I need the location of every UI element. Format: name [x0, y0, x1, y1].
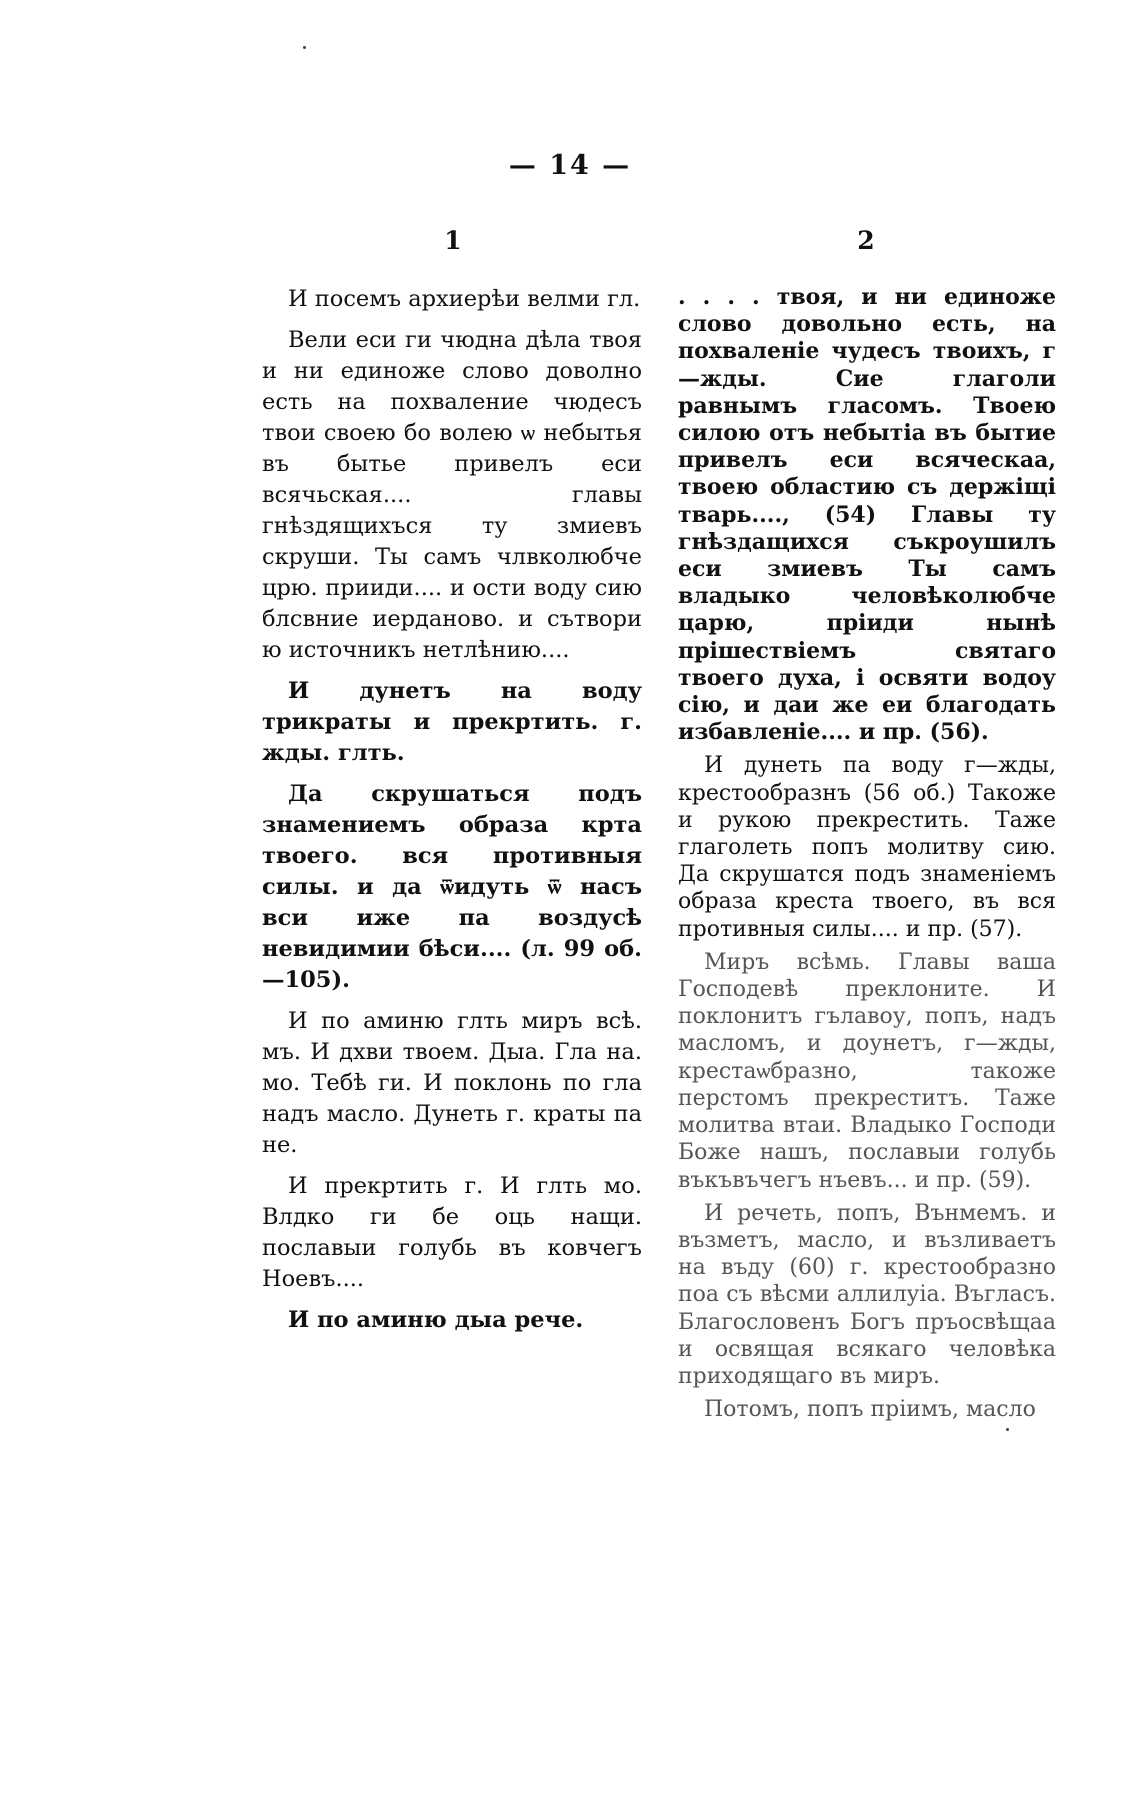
- column-1-paragraph: И посемъ архиерѣи велми гл.: [288, 286, 641, 312]
- column-1-paragraph: И по аминю дыа рече.: [288, 1307, 584, 1333]
- column-1-paragraph: Вели еси ги чюдна дѣла твоя и ни единоже слово доволно есть на похваление чюдесъ твои своею бо волею ѡ небытья въ бытье привелъ еси всячьская.... главы гнѣздящихъся ту змиевъ скруши. Ты самъ члвколюбче црю. прииди.... и ости воду сию блсвние иерданово. и сътвори ю источникъ нетлѣнию....: [262, 327, 642, 663]
- column-1-paragraph: Да скрушаться подъ знамениемъ образа крта твоего. вся противныя силы. и да ѿидуть ѿ насъ вси иже па воздусѣ невидимии бѣси.... (л. 99 об.—105).: [262, 781, 642, 993]
- print-speck: [1006, 1428, 1009, 1431]
- column-1-paragraph: И дунетъ на воду трикраты и прекртить. г. жды. глть.: [262, 678, 642, 766]
- column-2-text: [678, 284, 1056, 1423]
- page-number: — 14 —: [508, 150, 632, 181]
- column-2-paragraph: . . . . твоя, и ни единоже слово довольно есть, на похваленiе чудесъ твоихъ, г—жды. Сие глаголи равнымъ гласомъ. Твоею силою отъ небытiа въ бытие привелъ еси всяческаа, твоею областию съ держiщi тварь...., (54) Главы ту гнѣздащихся съкроушилъ еси змиевъ Ты самъ владыко человѣколюбче царю, прiиди нынѣ прiшествiемъ святаго твоего духа, i освяти водоу сiю, и даи же еи благодать избавленiе.... и пр. (56).: [678, 284, 1056, 746]
- column-1-heading: 1: [444, 226, 462, 255]
- column-2-paragraph: Потомъ, попъ прiимъ, масло: [704, 1397, 1036, 1423]
- column-1-text: [262, 284, 642, 1336]
- print-speck: [303, 46, 306, 49]
- column-2-heading: 2: [857, 226, 875, 255]
- column-2-paragraph: И речеть, попъ, Вънмемъ. и възметъ, масло, и възливаетъ на въду (60) г. крестообразно поа съ вѣсми аллилуiа. Въгласъ. Благословенъ Богъ пръосвѣщаа и освящая всякаго человѣка приходящаго въ миръ.: [678, 1200, 1056, 1389]
- column-1-paragraph: И по аминю глть миръ всѣ. мъ. И дхви твоем. Дыа. Гла на. мо. Тебѣ ги. И поклонь по гла надъ масло. Дунеть г. краты па не.: [262, 1008, 642, 1158]
- column-2-paragraph: И дунеть па воду г—жды, крестообразнъ (56 об.) Такоже и рукою прекрестить. Таже глаголеть попъ молитву сию. Да скрушатся подъ знаменiемъ образа креста твоего, въ вся противныя силы.... и пр. (57).: [678, 753, 1056, 942]
- column-1-paragraph: И прекртить г. И глть мо. Влдко ги бе оць нащи. пославыи голубь въ ковчегъ Ноевъ....: [262, 1173, 642, 1292]
- column-2-paragraph: Миръ всѣмь. Главы ваша Господевѣ преклоните. И поклонитъ гълавоу, попъ, надъ масломъ, и доунетъ, г—жды, крестаѡбразно, такоже перстомъ прекреститъ. Таже молитва втаи. Владыко Господи Боже нашъ, пославыи голубь въкъвъчегъ нъевъ... и пр. (59).: [678, 949, 1056, 1193]
